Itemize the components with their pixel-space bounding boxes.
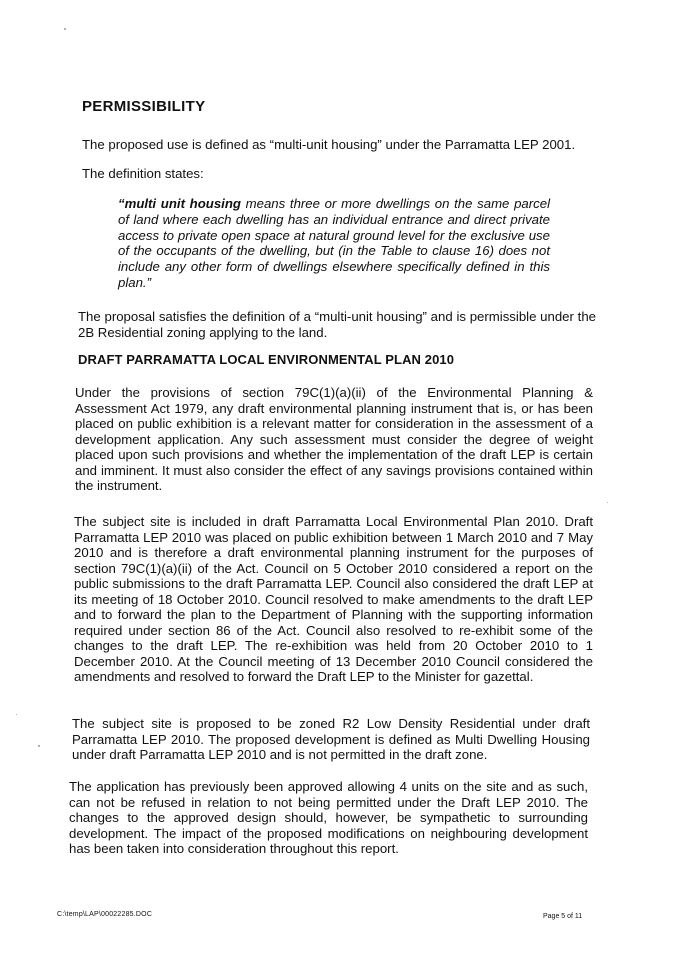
quote-text: means three or more dwellings on the same parcel of land where each dwelling has an individual entrance and direct private access to private open space at natural ground level for the exclusive use of the occupants of the dwelling, but (in the Table to clause 16) does not include any other form of dwellings elsewhere specifically defined in this plan.” <box>118 196 551 290</box>
quote-term: “multi unit housing <box>118 196 241 211</box>
heading-draft-lep: DRAFT PARRAMATTA LOCAL ENVIRONMENTAL PLAN 2010 <box>78 352 455 367</box>
footer-page-number: Page 5 of 11 <box>543 913 583 920</box>
scan-speck <box>16 714 17 715</box>
heading-permissibility: PERMISSIBILITY <box>82 98 206 115</box>
paragraph-provisions: Under the provisions of section 79C(1)(a)(ii) of the Environmental Planning & Assessment Act 1979, any draft environmental planning instrument that is, or has been placed on public exhibition is a relevant matter for consideration in the assessment of a development application. Any such assessment must consider the degree of weight placed upon such provisions and whether the implementation of the draft LEP is certain and imminent. It must also consider the effect of any savings provisions contained within the instrument. <box>75 385 593 493</box>
paragraph-satisfies: The proposal satisfies the definition of a “multi-unit housing” and is permissible under the 2B Residential zoning applying to the land. <box>78 309 596 340</box>
paragraph-defined: The proposed use is defined as “multi-unit housing” under the Parramatta LEP 2001. <box>82 137 576 152</box>
scan-speck <box>64 28 66 30</box>
paragraph-definition-states: The definition states: <box>82 166 204 181</box>
paragraph-approved: The application has previously been approved allowing 4 units on the site and as such, can not be refused in relation to not being permitted under the Draft LEP 2010. The changes to the approved design should, however, be sympathetic to surrounding development. The impact of the proposed modifications on neighbouring development has been taken into consideration throughout this report. <box>69 779 588 856</box>
paragraph-zoned: The subject site is proposed to be zoned R2 Low Density Residential under draft Parramatta LEP 2010. The proposed development is defined as Multi Dwelling Housing under draft Parramatta LEP 2010 and is not permitted in the draft zone. <box>72 716 590 762</box>
definition-quote <box>118 196 550 291</box>
footer-file-path: C:\temp\LAP\00022285.DOC <box>57 911 153 918</box>
scan-speck <box>607 502 608 503</box>
paragraph-subject-site-included: The subject site is included in draft Parramatta Local Environmental Plan 2010. Draft Parramatta LEP 2010 was placed on public exhibition between 1 March 2010 and 7 May 2010 and is therefore a draft environmental planning instrument for the purposes of section 79C(1)(a)(ii) of the Act. Council on 5 October 2010 considered a report on the public submissions to the draft Parramatta LEP. Council also considered the draft LEP at its meeting of 18 October 2010. Council resolved to make amendments to the draft LEP and to forward the plan to the Department of Planning with the supporting information required under section 86 of the Act. Council also resolved to re-exhibit some of the changes to the draft LEP. The re-exhibition was held from 20 October 2010 to 1 December 2010. At the Council meeting of 13 December 2010 Council considered the amendments and resolved to forward the Draft LEP to the Minister for gazettal. <box>74 514 593 684</box>
scan-speck <box>38 745 40 747</box>
